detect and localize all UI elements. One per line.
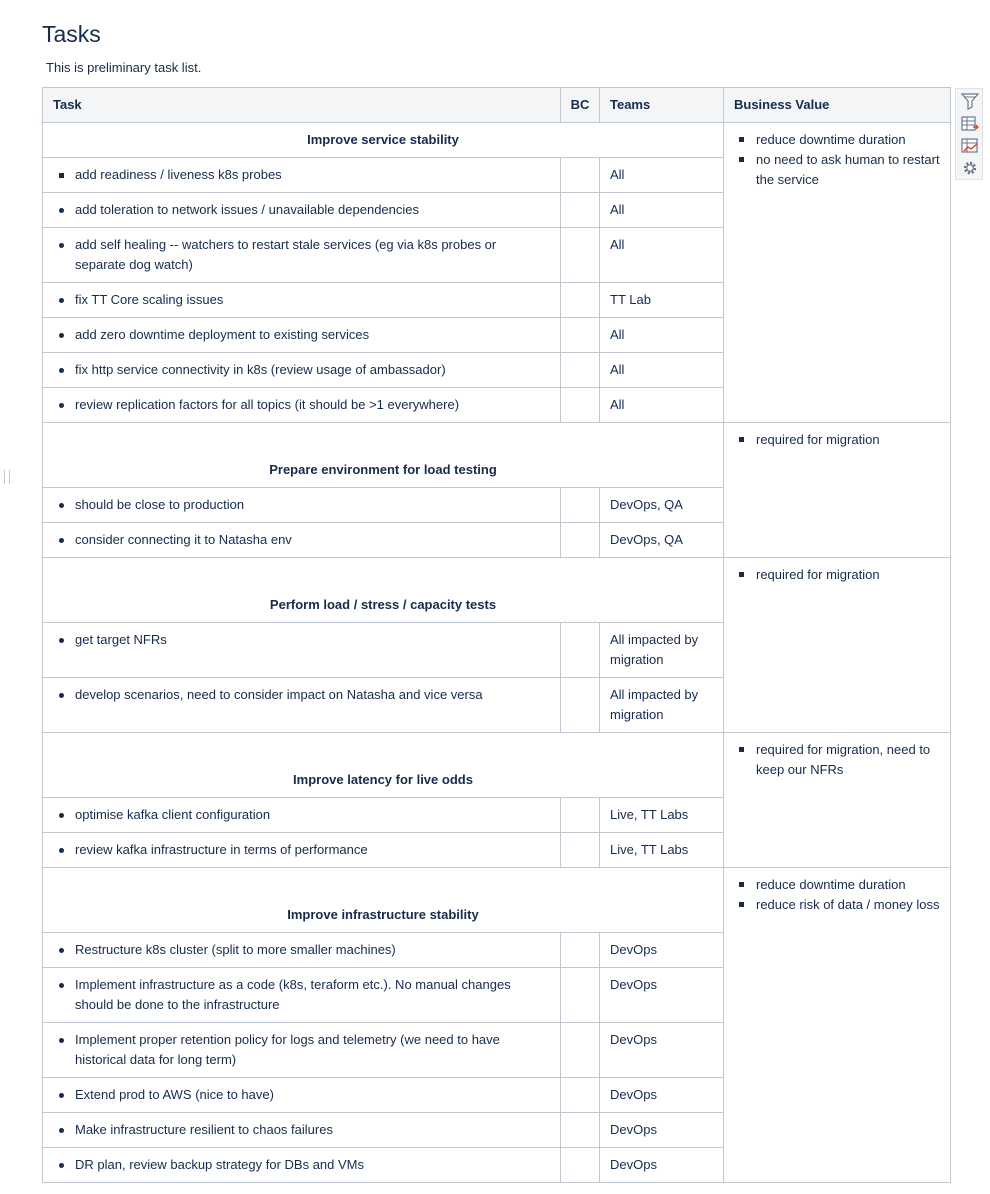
list-item [57,530,550,550]
list-item [57,630,550,650]
table-pivot-icon[interactable] [961,115,979,133]
bc-cell[interactable] [561,933,600,968]
list-item [57,1030,550,1070]
bc-cell[interactable] [561,228,600,283]
round-bullet-icon [59,848,64,853]
bc-cell[interactable] [561,833,600,868]
list-item [57,165,550,185]
business-value-text: required for migration [756,432,880,447]
business-value-item [734,895,940,915]
task-cell[interactable] [43,353,561,388]
teams-cell[interactable]: All [600,228,724,283]
teams-cell[interactable]: DevOps [600,1023,724,1078]
round-bullet-icon [59,1038,64,1043]
square-bullet-icon [739,882,744,887]
round-bullet-icon [59,503,64,508]
teams-cell[interactable]: DevOps [600,968,724,1023]
business-value-list [734,430,940,450]
bc-cell[interactable] [561,1148,600,1183]
business-value-item [734,875,940,895]
business-value-text: reduce downtime duration [756,132,906,147]
list-item [57,1085,550,1105]
teams-cell[interactable]: All impacted by migration [600,623,724,678]
task-text: consider connecting it to Natasha env [75,532,292,547]
business-value-text: reduce downtime duration [756,877,906,892]
task-cell[interactable] [43,1113,561,1148]
page-title: Tasks [42,21,101,47]
business-value-list [734,875,940,915]
teams-cell[interactable]: DevOps, QA [600,488,724,523]
column-header-bc[interactable]: BC [561,88,600,123]
teams-cell[interactable]: DevOps, QA [600,523,724,558]
group-row [43,733,951,798]
table-toolbar [955,88,983,180]
round-bullet-icon [59,1163,64,1168]
task-cell[interactable] [43,228,561,283]
bc-cell[interactable] [561,488,600,523]
teams-cell[interactable]: All impacted by migration [600,678,724,733]
business-value-item [734,130,940,150]
business-value-cell [724,558,951,733]
list-item [57,940,550,960]
task-text: review kafka infrastructure in terms of performance [75,842,368,857]
task-text: Restructure k8s cluster (split to more smaller machines) [75,942,396,957]
round-bullet-icon [59,813,64,818]
business-value-item [734,150,940,190]
group-title: Improve infrastructure stability [43,868,724,933]
task-cell[interactable] [43,388,561,423]
teams-cell[interactable]: All [600,388,724,423]
task-text: add zero downtime deployment to existing services [75,327,370,342]
task-cell[interactable] [43,623,561,678]
page-description: This is preliminary task list. [46,60,202,75]
resize-handle[interactable] [4,470,10,484]
business-value-list [734,130,940,190]
list-item [57,290,550,310]
round-bullet-icon [59,538,64,543]
task-cell[interactable] [43,798,561,833]
round-bullet-icon [59,333,64,338]
round-bullet-icon [59,983,64,988]
task-text: get target NFRs [75,632,167,647]
table-body [43,123,951,1183]
bc-cell[interactable] [561,623,600,678]
business-value-item [734,740,940,780]
column-header-task[interactable]: Task [43,88,561,123]
list-item [57,1120,550,1140]
round-bullet-icon [59,693,64,698]
list-item [57,1155,550,1175]
task-cell[interactable] [43,488,561,523]
task-cell[interactable] [43,1078,561,1113]
list-item [57,360,550,380]
bc-cell[interactable] [561,388,600,423]
task-cell[interactable] [43,1023,561,1078]
group-title: Perform load / stress / capacity tests [43,558,724,623]
bc-cell[interactable] [561,353,600,388]
business-value-cell [724,123,951,423]
list-item [57,235,550,275]
group-row [43,123,951,158]
round-bullet-icon [59,1128,64,1133]
teams-cell[interactable]: All [600,353,724,388]
task-cell[interactable] [43,833,561,868]
bc-cell[interactable] [561,193,600,228]
business-value-text: reduce risk of data / money loss [756,897,940,912]
list-item [57,325,550,345]
task-cell[interactable] [43,283,561,318]
square-bullet-icon [739,572,744,577]
task-text: optimise kafka client configuration [75,807,271,822]
business-value-text: required for migration, need to keep our NFRs [756,742,931,777]
teams-cell[interactable]: Live, TT Labs [600,798,724,833]
square-bullet-icon [739,902,744,907]
business-value-list [734,740,940,780]
list-item [57,805,550,825]
bc-cell[interactable] [561,318,600,353]
round-bullet-icon [59,298,64,303]
round-bullet-icon [59,403,64,408]
task-cell[interactable] [43,318,561,353]
business-value-text: no need to ask human to restart the service [756,152,940,187]
task-text: fix TT Core scaling issues [75,292,224,307]
task-cell[interactable] [43,1148,561,1183]
business-value-item [734,430,940,450]
business-value-cell [724,733,951,868]
task-text: should be close to production [75,497,245,512]
teams-cell[interactable]: DevOps [600,933,724,968]
bc-cell[interactable] [561,1023,600,1078]
bc-cell[interactable] [561,283,600,318]
bc-cell[interactable] [561,523,600,558]
task-text: review replication factors for all topics (it should be >1 everywhere) [75,397,460,412]
gear-icon[interactable] [961,159,979,177]
square-bullet-icon [739,747,744,752]
group-row [43,868,951,933]
round-bullet-icon [59,638,64,643]
teams-cell[interactable]: All [600,193,724,228]
business-value-text: required for migration [756,567,880,582]
list-item [57,395,550,415]
task-cell[interactable] [43,968,561,1023]
task-text: add readiness / liveness k8s probes [75,167,282,182]
teams-cell[interactable]: Live, TT Labs [600,833,724,868]
task-text: develop scenarios, need to consider impact on Natasha and vice versa [75,687,483,702]
round-bullet-icon [59,208,64,213]
teams-cell[interactable]: DevOps [600,1078,724,1113]
task-text: Implement infrastructure as a code (k8s, teraform etc.). No manual changes should be done to the infrastructure [75,977,511,1012]
task-cell[interactable] [43,158,561,193]
bc-cell[interactable] [561,968,600,1023]
teams-cell[interactable]: DevOps [600,1148,724,1183]
round-bullet-icon [59,1093,64,1098]
teams-cell[interactable]: All [600,158,724,193]
group-title: Prepare environment for load testing [43,423,724,488]
task-text: add self healing -- watchers to restart stale services (eg via k8s probes or separate dog watch) [75,237,497,272]
teams-cell[interactable]: All [600,318,724,353]
task-text: Implement proper retention policy for logs and telemetry (we need to have historical data for long term) [75,1032,500,1067]
column-header-teams[interactable]: Teams [600,88,724,123]
square-bullet-icon [739,437,744,442]
list-item [57,685,550,705]
group-title: Improve service stability [43,123,724,158]
task-cell[interactable] [43,193,561,228]
bc-cell[interactable] [561,678,600,733]
round-bullet-icon [59,368,64,373]
task-cell[interactable] [43,933,561,968]
chart-icon[interactable] [961,137,979,155]
task-text: Make infrastructure resilient to chaos failures [75,1122,333,1137]
square-bullet-icon [739,157,744,162]
round-bullet-icon [59,243,64,248]
group-row [43,558,951,623]
bc-cell[interactable] [561,158,600,193]
group-row [43,423,951,488]
bc-cell[interactable] [561,798,600,833]
square-bullet-icon [739,137,744,142]
business-value-cell [724,868,951,1183]
list-item [57,840,550,860]
task-text: Extend prod to AWS (nice to have) [75,1087,274,1102]
list-item [57,495,550,515]
column-header-business-value[interactable]: Business Value [724,88,951,123]
task-text: DR plan, review backup strategy for DBs and VMs [75,1157,365,1172]
task-text: add toleration to network issues / unavailable dependencies [75,202,420,217]
task-cell[interactable] [43,523,561,558]
teams-cell[interactable]: TT Lab [600,283,724,318]
square-bullet-icon [59,173,64,178]
group-title: Improve latency for live odds [43,733,724,798]
tasks-table [42,87,951,1183]
list-item [57,975,550,1015]
bc-cell[interactable] [561,1113,600,1148]
business-value-cell [724,423,951,558]
business-value-item [734,565,940,585]
round-bullet-icon [59,948,64,953]
task-text: fix http service connectivity in k8s (review usage of ambassador) [75,362,446,377]
bc-cell[interactable] [561,1078,600,1113]
list-item [57,200,550,220]
teams-cell[interactable]: DevOps [600,1113,724,1148]
business-value-list [734,565,940,585]
table-header-row [43,88,951,123]
task-cell[interactable] [43,678,561,733]
filter-icon[interactable] [961,92,979,110]
